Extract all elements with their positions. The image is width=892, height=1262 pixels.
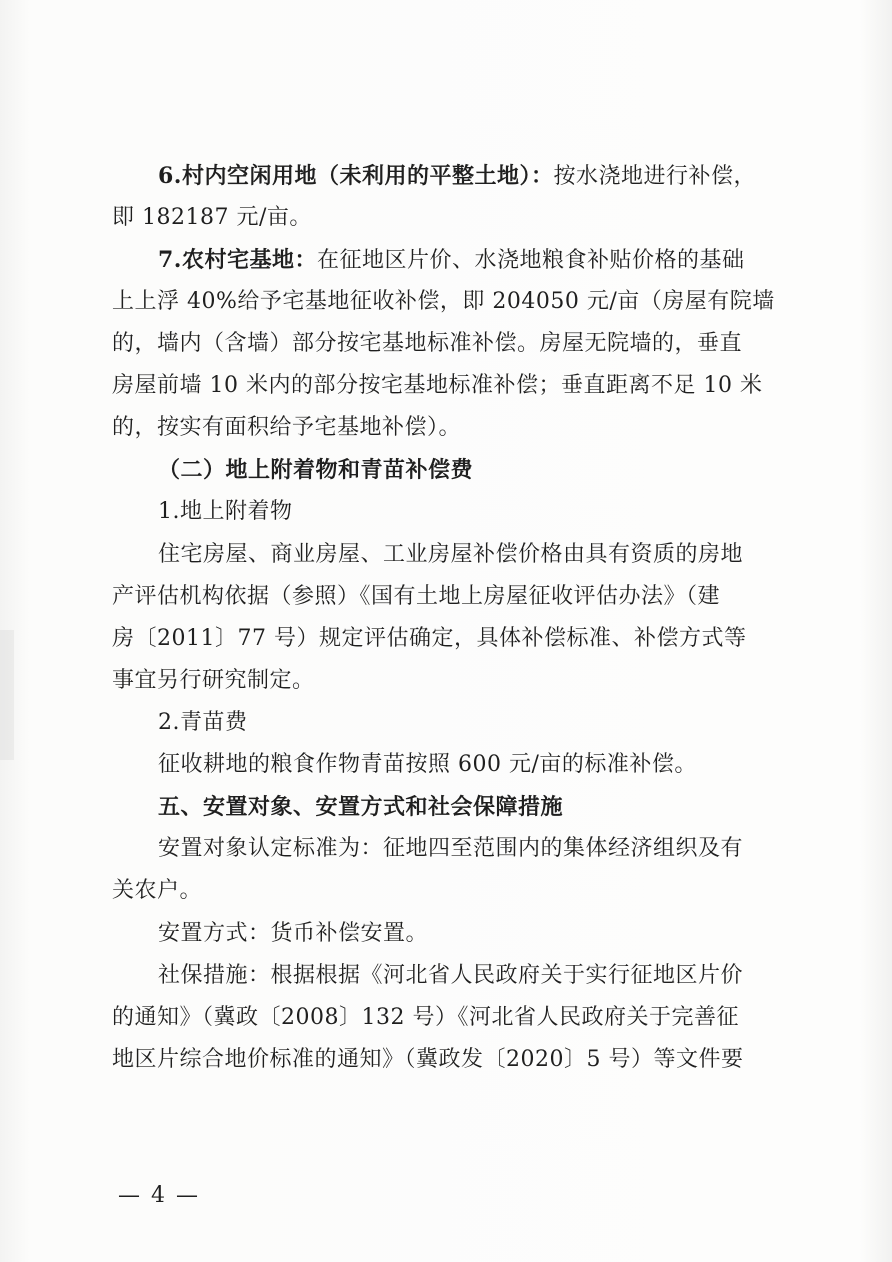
item-7-line2: 上上浮 40%给予宅基地征收补偿，即 204050 元/亩（房屋有院墙 [112,289,775,314]
paragraph-line: 安置方式：货币补偿安置。 [158,921,429,946]
paragraph-line: 住宅房屋、商业房屋、工业房屋补偿价格由具有资质的房地 [158,542,744,567]
item-6 [158,165,756,188]
item-6-text: 按水浇地进行补偿， [553,164,756,189]
section-heading-5: 五、安置对象、安置方式和社会保障措施 [158,794,564,820]
item-7-text: 在征地区片价、水浇地粮食补贴价格的基础 [316,248,745,273]
item-7-heading: 7.农村宅基地： [158,247,317,273]
item-7-line5: 的，按实有面积给予宅基地补偿）。 [112,415,462,440]
paragraph-line: 地区片综合地价标准的通知》（冀政发〔2020〕5 号）等文件要 [112,1047,744,1072]
paragraph-line: 安置对象认定标准为：征地四至范围内的集体经济组织及有 [158,836,744,861]
paragraph-line: 征收耕地的粮食作物青苗按照 600 元/亩的标准补偿。 [158,752,697,777]
paragraph-line: 的通知》（冀政〔2008〕132 号）《河北省人民政府关于完善征 [112,1005,739,1030]
item-7-line3: 的，墙内（含墙）部分按宅基地标准补偿。房屋无院墙的，垂直 [112,331,743,356]
item-6-cont: 即 182187 元/亩。 [112,205,312,230]
section-heading-2: （二）地上附着物和青苗补偿费 [158,457,474,483]
sub-heading-2: 2.青苗费 [158,710,248,735]
item-7 [158,249,744,272]
paragraph-line: 社保措施：根据根据《河北省人民政府关于实行征地区片价 [158,963,744,988]
item-7-line4: 房屋前墙 10 米内的部分按宅基地标准补偿；垂直距离不足 10 米 [112,373,763,398]
item-6-heading: 6.村内空闲用地（未利用的平整土地）： [158,163,554,189]
paragraph-line: 产评估机构依据（参照）《国有土地上房屋征收评估办法》（建 [112,584,721,609]
scan-shadow [0,630,14,760]
sub-heading-1: 1.地上附着物 [158,499,293,524]
page-number: — 4 — [118,1183,200,1208]
paragraph-line: 房〔2011〕77 号）规定评估确定，具体补偿标准、补偿方式等 [112,626,747,651]
paragraph-line: 事宜另行研究制定。 [112,668,315,693]
paragraph-line: 关农户。 [112,878,203,903]
